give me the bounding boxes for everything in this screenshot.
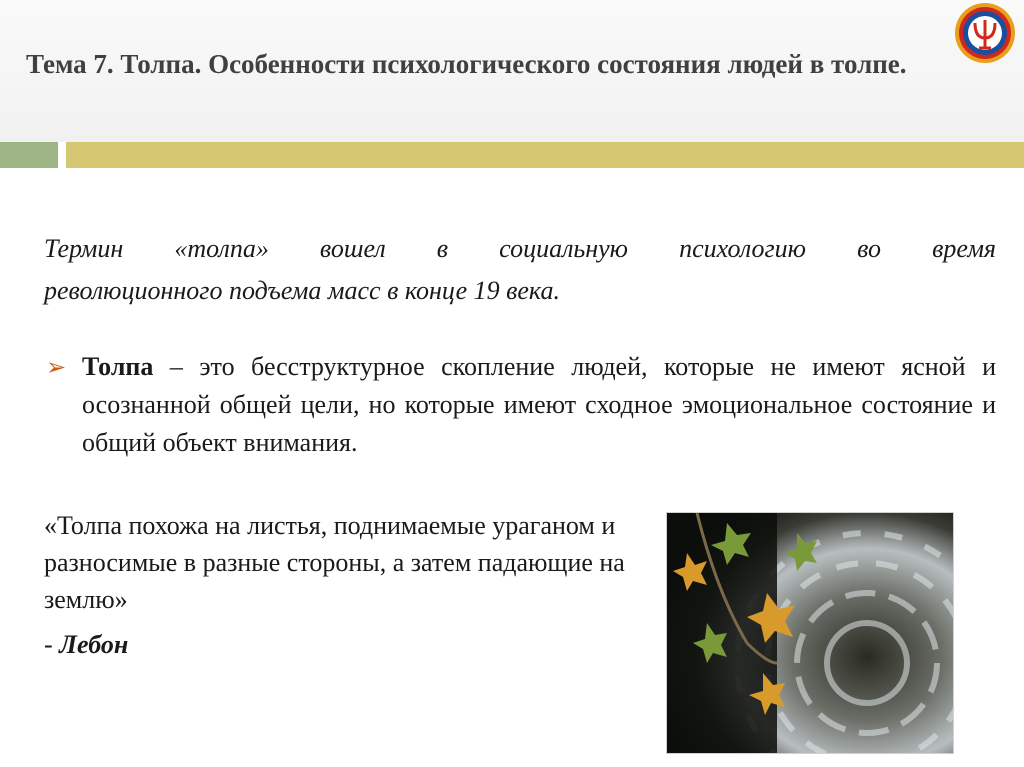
definition-paragraph (82, 348, 996, 462)
slide-header (0, 0, 1024, 142)
definition-text: – это бесструктурное скопление людей, которые не имеют ясной и осознанной общей цели, но которые имеют сходное эмоциональное состояние и общий объект внимания. (82, 352, 996, 457)
psi-emblem-icon (954, 2, 1016, 64)
arrow-bullet-icon: ➢ (46, 353, 67, 381)
intro-paragraph (44, 228, 996, 312)
quote-attribution (44, 626, 128, 663)
definition-term: Толпа (82, 352, 154, 381)
accent-bar-right (66, 142, 1024, 168)
lebon-quote: «Толпа похожа на листья, поднимаемые ураганом и разносимые в разные стороны, а затем падающие на землю» (44, 511, 625, 614)
attribution-dash: - (44, 630, 60, 659)
intro-line-2: революционного подъема масс в конце 19 века. (44, 276, 560, 305)
accent-bar-left (0, 142, 58, 168)
autumn-leaves-photo (666, 512, 954, 754)
quote-author: Лебон (59, 630, 129, 659)
intro-line-1: Термин «толпа» вошел в социальную психологию во время (44, 234, 996, 263)
slide-title: Тема 7. Толпа. Особенности психологического состояния людей в толпе. (26, 49, 907, 79)
